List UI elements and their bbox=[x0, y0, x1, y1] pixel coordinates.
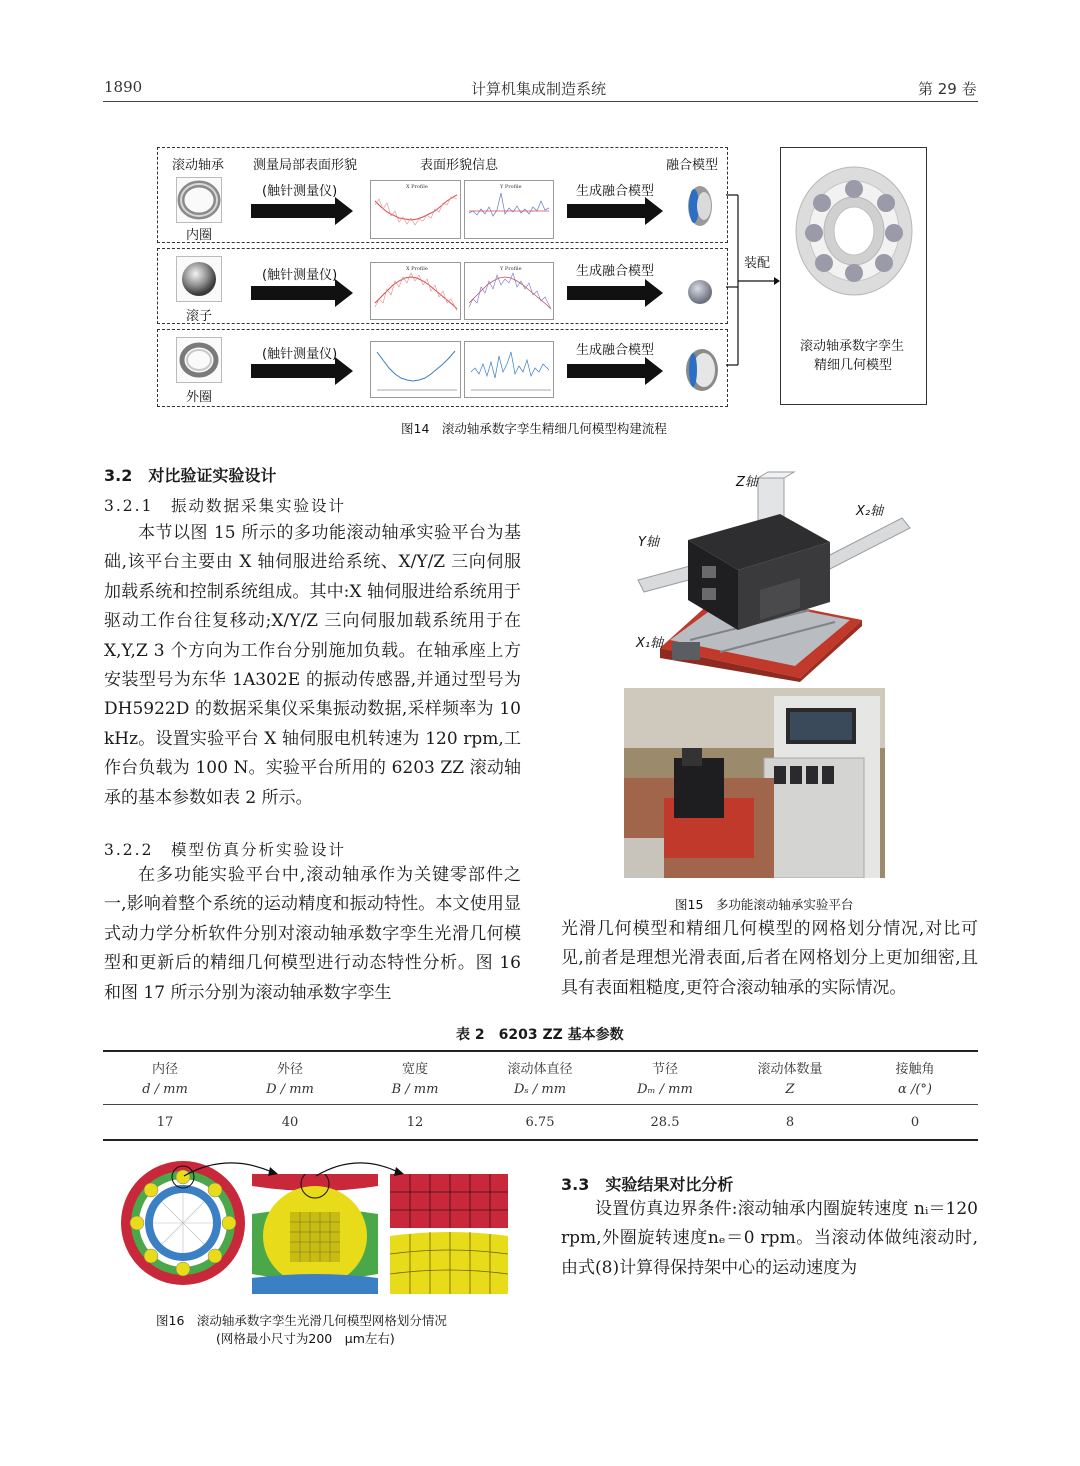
row1-arrow2-head bbox=[645, 197, 663, 225]
table-unit-cell: Dₛ / mm bbox=[513, 1082, 567, 1097]
table-header-cell: 滚动体数量 bbox=[757, 1062, 823, 1077]
fig14-result-label-1: 滚动轴承数字孪生 bbox=[800, 339, 905, 354]
table-unit-cell: d / mm bbox=[142, 1082, 188, 1097]
svg-text:X Profile: X Profile bbox=[406, 266, 428, 272]
row3-plot-1 bbox=[370, 341, 461, 398]
row3-action: 生成融合模型 bbox=[576, 343, 655, 358]
row1-plot-y bbox=[464, 180, 554, 239]
section-3-3-body bbox=[561, 1195, 978, 1283]
roller-photo bbox=[176, 256, 222, 302]
row3-arrow1 bbox=[251, 364, 337, 378]
section-3-2-1-heading: 3.2.1 振动数据采集实验设计 bbox=[104, 497, 346, 515]
row3-arrow2-head bbox=[645, 357, 663, 385]
row1-part-label: 内圈 bbox=[186, 228, 213, 243]
header-rule bbox=[103, 101, 978, 102]
volume-label: 第 29 卷 bbox=[918, 80, 977, 98]
table-bottom-rule bbox=[103, 1139, 978, 1141]
row3-instrument: (触针测量仪) bbox=[262, 347, 338, 362]
row2-action: 生成融合模型 bbox=[576, 264, 655, 279]
axis-x1-label: X₁轴 bbox=[636, 636, 664, 651]
table-cell: 6.75 bbox=[525, 1115, 555, 1130]
paragraph: 光滑几何模型和精细几何模型的网格划分情况,对比可见,前者是理想光滑表面,后者在网格划分上更加细密,且具有表面粗糙度,更符合滚动轴承的实际情况。 bbox=[561, 919, 978, 998]
axis-x2-label: X₂轴 bbox=[856, 504, 884, 519]
row1-fused-model bbox=[680, 182, 720, 230]
table-header-cell: 外径 bbox=[276, 1062, 303, 1077]
table-header-cell: 内径 bbox=[151, 1062, 178, 1077]
page-number: 1890 bbox=[104, 78, 143, 96]
table-cell: 0 bbox=[910, 1115, 920, 1130]
right-column-body bbox=[561, 915, 978, 1003]
table-top-rule bbox=[103, 1050, 978, 1052]
axis-z-label: Z轴 bbox=[736, 475, 758, 490]
row2-arrow2-head bbox=[645, 279, 663, 307]
row2-arrow1 bbox=[251, 286, 337, 300]
section-3-2-2-heading: 3.2.2 模型仿真分析实验设计 bbox=[104, 841, 346, 859]
row1-action: 生成融合模型 bbox=[576, 184, 655, 199]
fig16-caption-1: 图16 滚动轴承数字孪生光滑几何模型网格划分情况 bbox=[156, 1313, 447, 1328]
table-cell: 8 bbox=[785, 1115, 795, 1130]
fig14-caption: 图14 滚动轴承数字孪生精细几何模型构建流程 bbox=[401, 421, 667, 436]
row3-fused-model bbox=[680, 345, 722, 395]
fig14-assembly-connectors bbox=[726, 190, 782, 370]
row2-plot-x bbox=[370, 262, 461, 320]
assembled-bearing-model bbox=[790, 159, 916, 299]
section-3-2-heading: 3.2 对比验证实验设计 bbox=[104, 466, 277, 485]
table-header-cell: 滚动体直径 bbox=[507, 1062, 573, 1077]
paragraph: 在多功能实验平台中,滚动轴承作为关键零部件之一,影响着整个系统的运动精度和振动特性。本文使用显式动力学分析软件分别对滚动轴承数字孪生光滑几何模型和更新后的精细几何模型进行动态特性分析。图 16 和图 17 所示分别为滚动轴承数字孪生 bbox=[104, 865, 521, 1003]
mesh-zoom-2 bbox=[390, 1174, 508, 1294]
row2-plot-y bbox=[464, 262, 554, 320]
row2-arrow2 bbox=[567, 286, 647, 300]
svg-text:X Profile: X Profile bbox=[406, 184, 428, 190]
row1-plot-x bbox=[370, 180, 461, 239]
table-header-cell: 宽度 bbox=[401, 1062, 428, 1077]
axis-y-label: Y轴 bbox=[638, 535, 659, 550]
svg-text:Y Profile: Y Profile bbox=[500, 266, 522, 272]
fig16-caption-2: (网格最小尺寸为200 μm左右) bbox=[216, 1331, 395, 1346]
row2-arrow1-head bbox=[335, 279, 353, 307]
paragraph: 本节以图 15 所示的多功能滚动轴承实验平台为基础,该平台主要由 X 轴伺服进给系统、X/Y/Z 三向伺服加载系统和控制系统组成。其中:X 轴伺服进给系统用于驱动工作台往复移动;X/Y/Z 三向伺服加载系统用于在 X,Y,Z 3 个方向为工作台分别施加负载。在轴承座上方安装型号为东华 1A302E 的振动传感器,并通过型号为 DH5922D 的数据采集仪采集振动数据,采样频率为 10 kHz。设置实验平台 X 轴伺服电机转速为 120 rpm,工作台负载为 100 N。实验平台所用的 6203 ZZ 滚动轴承的基本参数如表 2 所示。 bbox=[104, 523, 521, 808]
row2-part-label: 滚子 bbox=[186, 309, 213, 324]
fig14-assemble-label: 装配 bbox=[744, 256, 771, 271]
row3-plot-2 bbox=[464, 341, 554, 398]
table-unit-cell: B / mm bbox=[391, 1082, 439, 1097]
section-3-2-2-body bbox=[104, 861, 521, 1008]
fig14-col-measure: 测量局部表面形貌 bbox=[253, 158, 358, 173]
table-unit-cell: α /(°) bbox=[898, 1082, 932, 1097]
row2-fused-model bbox=[686, 278, 714, 306]
table-mid-rule bbox=[103, 1104, 978, 1105]
row1-instrument: (触针测量仪) bbox=[262, 184, 338, 199]
fig16-zoom-arrows bbox=[176, 1158, 406, 1188]
outer-ring-photo bbox=[176, 337, 222, 383]
inner-ring-photo bbox=[176, 177, 222, 223]
table-cell: 17 bbox=[156, 1115, 174, 1130]
table-cell: 28.5 bbox=[650, 1115, 680, 1130]
section-3-3-heading: 3.3 实验结果对比分析 bbox=[561, 1175, 734, 1194]
table-cell: 12 bbox=[406, 1115, 424, 1130]
section-3-2-1-body bbox=[104, 519, 521, 813]
fig14-col-fused: 融合模型 bbox=[666, 158, 719, 173]
paragraph: 设置仿真边界条件:滚动轴承内圈旋转速度 nᵢ＝120 rpm,外圈旋转速度nₑ＝0 rpm。当滚动体做纯滚动时,由式(8)计算得保持架中心的运动速度为 bbox=[561, 1199, 978, 1278]
row1-arrow1 bbox=[251, 204, 337, 218]
svg-text:Y Profile: Y Profile bbox=[500, 184, 522, 190]
fig14-result-label-2: 精细几何模型 bbox=[814, 358, 893, 373]
mesh-zoom-1 bbox=[252, 1174, 378, 1294]
row3-arrow1-head bbox=[335, 357, 353, 385]
test-platform-photo bbox=[624, 688, 885, 878]
row3-part-label: 外圈 bbox=[186, 390, 213, 405]
row1-arrow2 bbox=[567, 204, 647, 218]
table2-caption: 表 2 6203 ZZ 基本参数 bbox=[456, 1027, 624, 1043]
row1-arrow1-head bbox=[335, 197, 353, 225]
journal-title: 计算机集成制造系统 bbox=[471, 80, 607, 98]
table-header-cell: 接触角 bbox=[895, 1062, 935, 1077]
fig15-caption: 图15 多功能滚动轴承实验平台 bbox=[675, 897, 854, 912]
table-header-cell: 节径 bbox=[651, 1062, 678, 1077]
table-unit-cell: Z bbox=[785, 1082, 795, 1097]
table-unit-cell: D / mm bbox=[266, 1082, 314, 1097]
fig14-col-bearing: 滚动轴承 bbox=[172, 158, 225, 173]
table-cell: 40 bbox=[281, 1115, 299, 1130]
row3-arrow2 bbox=[567, 364, 647, 378]
row2-instrument: (触针测量仪) bbox=[262, 268, 338, 283]
fig14-col-info: 表面形貌信息 bbox=[420, 158, 499, 173]
table-unit-cell: Dₘ / mm bbox=[637, 1082, 693, 1097]
